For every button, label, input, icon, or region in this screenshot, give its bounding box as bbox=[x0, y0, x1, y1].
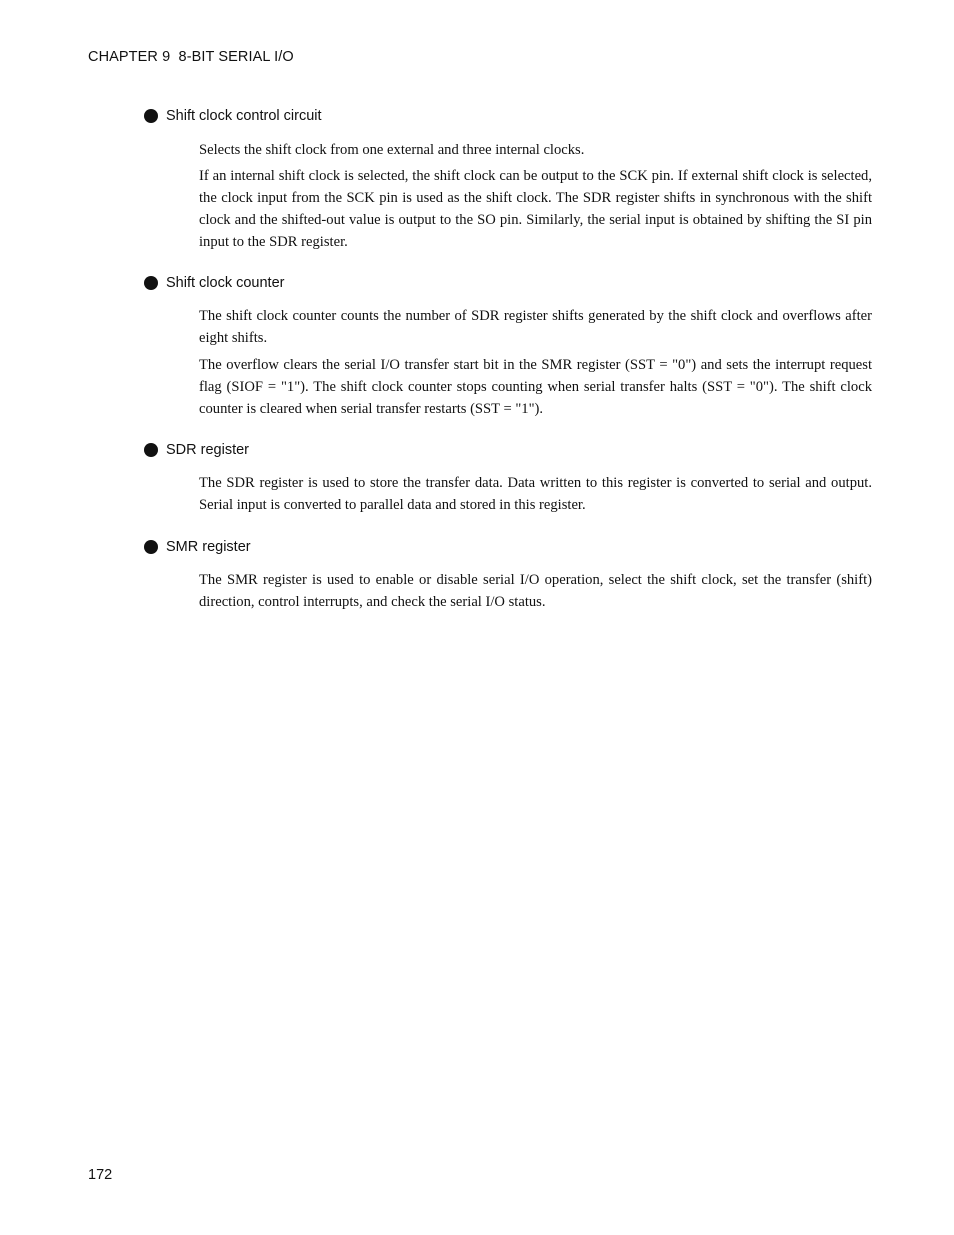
section-heading-shift-clock-counter bbox=[144, 273, 284, 293]
paragraph: If an internal shift clock is selected, the shift clock can be output to the SCK pin. If external shift clock is selected, the clock input from the SCK pin is used as the shift clock. The SDR register shifts in synchronous with the shift clock and the shifted-out value is output to the SO pin. Similarly, the serial input is obtained by shifting the SI pin input to the SDR register. bbox=[199, 168, 872, 250]
section-heading-text: Shift clock counter bbox=[166, 275, 285, 291]
paragraph: The SMR register is used to enable or disable serial I/O operation, select the shift clock, set the transfer (shift) direction, control interrupts, and check the serial I/O status. bbox=[199, 572, 872, 610]
paragraph: The shift clock counter counts the number of SDR register shifts generated by the shift clock and overflows after eight shifts. bbox=[199, 308, 872, 346]
section-heading-smr-register bbox=[144, 537, 251, 557]
section-heading-text: SDR register bbox=[166, 442, 249, 458]
page-number: 172 bbox=[88, 1167, 113, 1183]
section-heading-text: SMR register bbox=[166, 539, 251, 555]
paragraph: The SDR register is used to store the transfer data. Data written to this register is converted to serial and output. Serial input is converted to parallel data and stored in this register. bbox=[199, 475, 872, 513]
section-heading-text: Shift clock control circuit bbox=[166, 108, 322, 124]
section-heading-sdr-register bbox=[144, 440, 249, 460]
paragraph: Selects the shift clock from one external and three internal clocks. bbox=[199, 142, 585, 158]
running-header: CHAPTER 9 8-BIT SERIAL I/O bbox=[88, 49, 294, 65]
section-heading-shift-clock-control-circuit bbox=[144, 106, 322, 126]
bullet-icon bbox=[144, 109, 158, 123]
bullet-icon bbox=[144, 540, 158, 554]
paragraph: The overflow clears the serial I/O transfer start bit in the SMR register (SST = "0") and sets the interrupt request flag (SIOF = "1"). The shift clock counter stops counting when serial transfer halts (SST = "0"). The shift clock counter is cleared when serial transfer restarts (SST = "1"). bbox=[199, 357, 872, 417]
bullet-icon bbox=[144, 276, 158, 290]
bullet-icon bbox=[144, 443, 158, 457]
